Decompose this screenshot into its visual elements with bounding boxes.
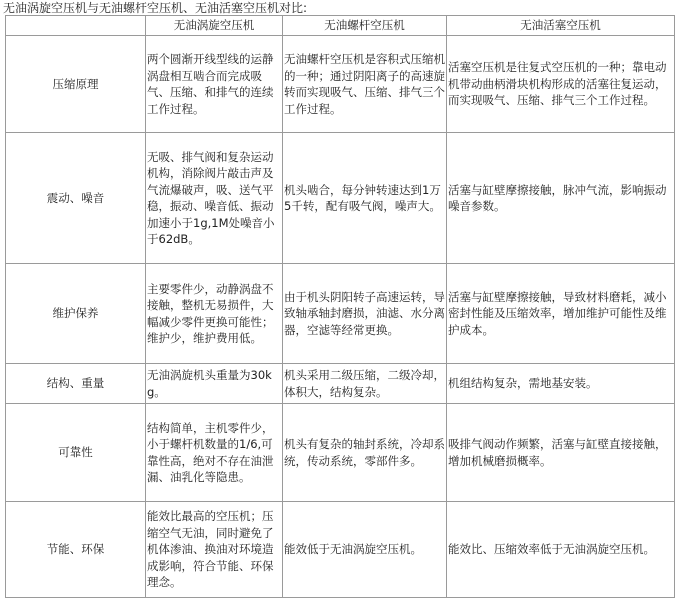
table-cell: 机头采用二级压缩，二级冷却，体积大，结构复杂。 <box>283 364 447 404</box>
table-row <box>6 404 675 502</box>
table-row <box>6 36 675 133</box>
row-label: 可靠性 <box>6 404 146 502</box>
header-scroll-compressor: 无油涡旋空压机 <box>146 16 283 36</box>
table-cell: 无吸、排气阀和复杂运动机构，消除阀片敲击声及气流爆破声，吸、送气平稳，振动、噪音低、振动加速小于1g,1M处噪音小于62dB。 <box>146 133 283 264</box>
table-cell: 活塞空压机是往复式空压机的一种；靠电动机带动曲柄滑块机构形成的活塞往复运动，而实现吸气、压缩、排气三个工作过程。 <box>447 36 675 133</box>
page-title: 无油涡旋空压机与无油螺杆空压机、无油活塞空压机对比: <box>3 1 308 15</box>
table-cell: 机头有复杂的轴封系统，冷却系统，传动系统，零部件多。 <box>283 404 447 502</box>
table-cell: 两个圆渐开线型线的运静涡盘相互啮合而完成吸气、压缩、和排气的连续工作过程。 <box>146 36 283 133</box>
table-row <box>6 502 675 598</box>
table-cell: 由于机头阴阳转子高速运转，导致轴承轴封磨损，油滤、水分离器，空滤等经常更换。 <box>283 264 447 364</box>
table-cell: 无油螺杆空压机是容积式压缩机的一种；通过阴阳离子的高速旋转而实现吸气、压缩、排气三个工作过程。 <box>283 36 447 133</box>
row-label: 维护保养 <box>6 264 146 364</box>
table-cell: 活塞与缸壁摩擦接触，脉冲气流，影响振动噪音参数。 <box>447 133 675 264</box>
table-cell: 无油涡旋机头重量为30kg。 <box>146 364 283 404</box>
table-cell: 机头啮合，每分钟转速达到1万5千转，配有吸气阀，噪声大。 <box>283 133 447 264</box>
header-piston-compressor: 无油活塞空压机 <box>447 16 675 36</box>
row-label: 节能、环保 <box>6 502 146 598</box>
table-row <box>6 264 675 364</box>
header-row <box>6 16 675 36</box>
row-label: 压缩原理 <box>6 36 146 133</box>
row-label: 结构、重量 <box>6 364 146 404</box>
table-cell: 活塞与缸壁摩擦接触，导致材料磨耗，减小密封性能及压缩效率，增加维护可能性及维护成本。 <box>447 264 675 364</box>
table-cell: 吸排气阀动作频繁，活塞与缸壁直接接触，增加机械磨损概率。 <box>447 404 675 502</box>
comparison-table <box>5 15 675 598</box>
table-row <box>6 364 675 404</box>
header-screw-compressor: 无油螺杆空压机 <box>283 16 447 36</box>
table-cell: 能效比最高的空压机；压缩空气无油，同时避免了机体渗油、换油对环境造成影响，符合节能、环保理念。 <box>146 502 283 598</box>
table-cell: 机组结构复杂，需地基安装。 <box>447 364 675 404</box>
table-cell: 主要零件少，动静涡盘不接触，整机无易损件，大幅减少零件更换可能性；维护少，维护费用低。 <box>146 264 283 364</box>
row-label: 震动、噪音 <box>6 133 146 264</box>
table-row <box>6 133 675 264</box>
table-cell: 结构简单，主机零件少，小于螺杆机数量的1/6,可靠性高，绝对不存在油泄漏、油乳化等隐患。 <box>146 404 283 502</box>
table-cell: 能效低于无油涡旋空压机。 <box>283 502 447 598</box>
header-empty <box>6 16 146 36</box>
table-cell: 能效比、压缩效率低于无油涡旋空压机。 <box>447 502 675 598</box>
